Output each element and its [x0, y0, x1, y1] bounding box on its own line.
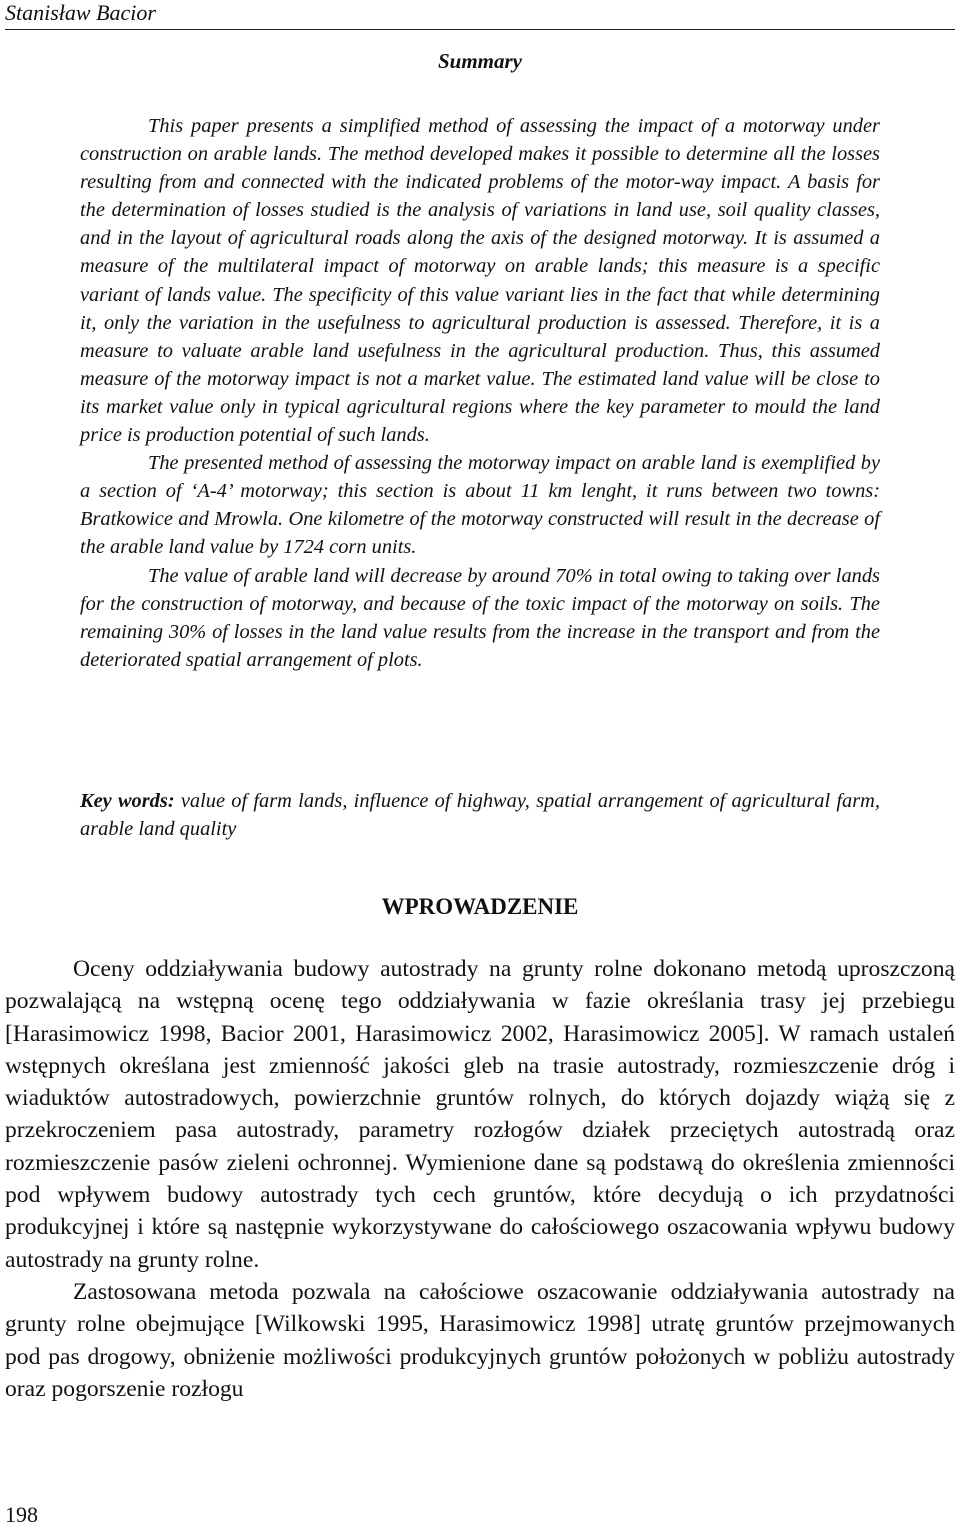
body-paragraph-2: Zastosowana metoda pozwala na całościowe oszacowanie oddziaływania autostrady na grunty rolne obejmujące [Wilkowski 1995, Harasimowicz 1998] utratę gruntów przejmowanych pod pas drogowy, obniżenie możliwości produkcyjnych gruntów położonych w pobliżu autostrady oraz pogorszenie rozłogu	[5, 1278, 955, 1402]
body-text	[5, 953, 955, 1405]
summary-title: Summary	[437, 49, 523, 73]
keywords	[80, 787, 880, 843]
summary-paragraph-2: The presented method of assessing the motorway impact on arable land is exemplified by a section of ‘A-4’ motorway; this section is about 11 km lenght, it runs between two towns: Bratkowice and Mrowla. One kilometre of the motorway constructed will result in the decrease of the arable land value by 1724 corn units.	[80, 452, 880, 559]
keywords-text: value of farm lands, influence of highway, spatial arrangement of agricultural farm, arable land quality	[80, 790, 880, 841]
keywords-label: Key words:	[80, 790, 175, 812]
summary-paragraph-1: This paper presents a simplified method of assessing the impact of a motorway under construction on arable lands. The method developed makes it possible to determine all the losses resulting from and connected with the indicated problems of the motor-way impact. A basis for the determination of losses studied is the analysis of variations in land use, soil quality classes, and in the layout of agricultural roads along the axis of the designed motorway. It is assumed a measure of the multilateral impact of motorway on arable lands; this measure is a specific variant of lands value. The specificity of this value variant lies in the fact that while determining it, only the variation in the usefulness to agricultural production is assessed. Therefore, it is a measure to valuate arable land usefulness in the agricultural production. Thus, this assumed measure of the motorway impact is not a market value. The estimated land value will be close to its market value only in typical agricultural regions where the key parameter to mould the land price is production potential of such lands.	[80, 115, 880, 447]
running-head-author: Stanisław Bacior	[5, 0, 955, 30]
summary-abstract	[80, 112, 880, 674]
page-number: 198	[5, 1502, 38, 1527]
body-paragraph-1: Oceny oddziaływania budowy autostrady na grunty rolne dokonano metodą uproszczoną pozwalającą na wstępną ocenę tego oddziaływania w fazie określania trasy jej przebiegu [Harasimowicz 1998, Bacior 2001, Harasimowicz 2002, Harasimowicz 2005]. W ramach ustaleń wstępnych określana jest zmienność jakości gleb na trasie autostrady, rozmieszczenie dróg i wiaduktów autostradowych, powierzchnie gruntów rolnych, do których dojazdy wiążą się z przekroczeniem pasa autostrady, parametry rozłogów działek przeciętych autostradą oraz rozmieszczenie pasów zieleni ochronnej. Wymienione dane są podstawą do określenia zmienności pod wpływem budowy autostrady tych cech gruntów, które decydują o ich przydatności produkcyjnej i które są następnie wykorzystywane do całościowego oszacowania wpływu budowy autostrady na grunty rolne.	[5, 956, 955, 1273]
section-title: WPROWADZENIE	[381, 894, 579, 919]
summary-paragraph-3: The value of arable land will decrease by around 70% in total owing to taking over lands for the construction of motorway, and because of the toxic impact of the motorway on soils. The remaining 30% of losses in the land value results from the increase in the transport and from the deteriorated spatial arrangement of plots.	[80, 564, 880, 671]
